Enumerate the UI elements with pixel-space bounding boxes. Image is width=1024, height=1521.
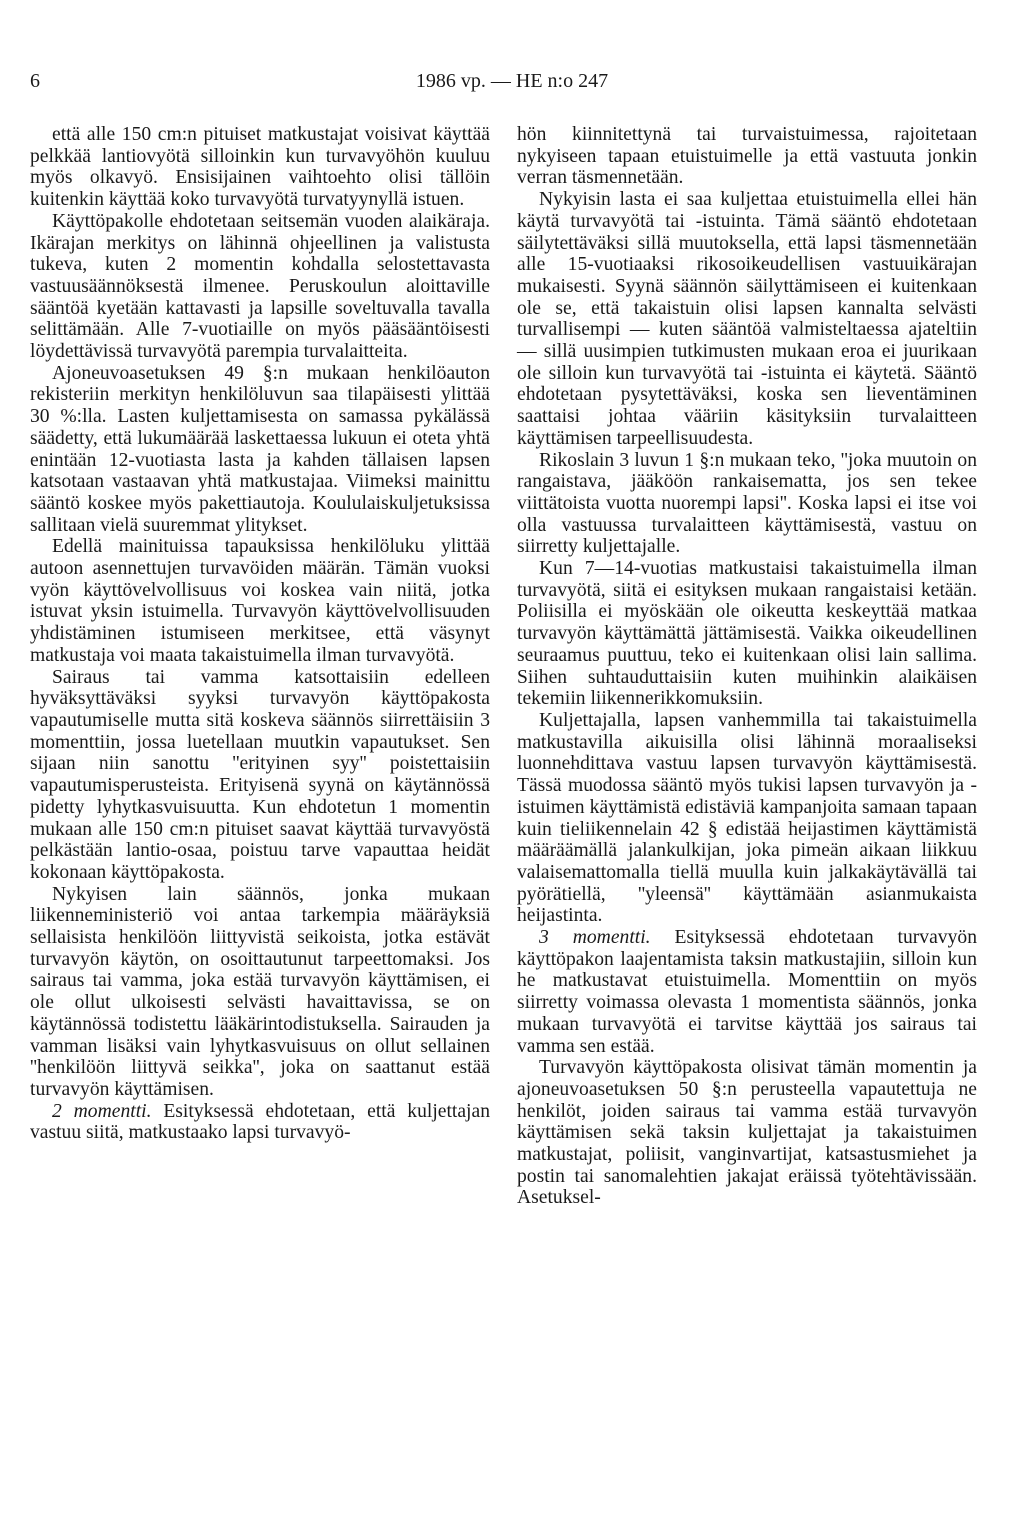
paragraph-text: hön kiinnitettynä tai turvaistuimessa, rajoitetaan nykyiseen tapaan etuistuimelle ja että vastuuta jonkin verran täsmennetään.	[517, 124, 977, 189]
paragraph-text: Esityksessä ehdotetaan, että kuljettajan vastuu siitä, matkustaako lapsi turvavyö-	[30, 1100, 490, 1144]
paragraph-text: että alle 150 cm:n pituiset matkustajat voisivat käyttää pelkkää lantiovyötä silloinkin kun turvavyöhön kuuluu myös olkavyö. Ensisijainen vaihtoehto olisi tällöin kuitenkin käyttää koko turvavyötä turvatyynyllä istuen.	[30, 124, 490, 211]
paragraph	[517, 558, 977, 710]
section-lead: 2 momentti.	[52, 1100, 152, 1122]
paragraph	[30, 1101, 490, 1144]
paragraph	[517, 124, 977, 189]
paragraph-text: Turvavyön käyttöpakosta olisivat tämän momentin ja ajoneuvoasetuksen 50 §:n perusteella vapautettuja ne henkilöt, joiden sairaus tai vamma estää turvavyön käyttämisen sekä taksin kuljettajat ja takaistuimen matkustajat, poliisit, vanginvartijat, katsastusmiehet ja postin tai sanomalehtien jakajat eräissä työtehtävissään. Asetuksel-	[517, 1057, 977, 1209]
paragraph	[30, 667, 490, 884]
paragraph	[30, 124, 490, 211]
right-column	[517, 124, 977, 1209]
paragraph-text: Nykyisin lasta ei saa kuljettaa etuistuimella ellei hän käytä turvavyötä tai -istuinta. Tämä sääntö ehdotetaan säilytettäväksi sillä muutoksella, että lapsi täsmennetään alle 15-vuotiaaksi rikosoikeudellisen vastuuikärajan mukaisesti. Syynä säännön säilyttämiseen ei kuitenkaan ole se, että takaistuin olisi lapsen kannalta selvästi turvallisempi — kuten sääntöä valmisteltaessa ajateltiin — sillä uusimpien tutkimusten mukaan eroa ei juurikaan ole silloin kun turvavyötä tai -istuinta ei käytetä. Sääntö ehdotetaan pysytettäväksi, koska sen lieventäminen saattaisi johtaa vääriin käsityksiin turvalaitteen käyttämisen tarpeellisuudesta.	[517, 189, 977, 449]
page-number: 6	[30, 70, 40, 92]
left-column	[30, 124, 490, 1144]
paragraph-text: Kun 7—14-vuotias matkustaisi takaistuimella ilman turvavyötä, siitä ei esityksen mukaan rangaistaisi ketään. Poliisilla ei myöskään ole oikeutta keskeyttää matkaa turvavyön käyttämättä jättämisestä. Vaikka oikeudellinen seuraamus puuttuu, teko ei kuitenkaan olisi lain sallima. Siihen suhtauduttaisiin kuten muihinkin alaikäisen tekemiin liikennerikkomuksiin.	[517, 558, 977, 710]
paragraph-text: Kuljettajalla, lapsen vanhemmilla tai takaistuimella matkustavilla aikuisilla olisi lähinnä moraaliseksi luonnehdittava vastuu lapsen turvavyön käyttämisestä. Tässä muodossa sääntö myös tukisi lapsen turvavyön ja -istuimen käyttämistä edistäviä kampanjoita samaan tapaan kuin tieliikennelain 42 § edistää heijastimen käyttämistä määräämällä jalankulkijan, joka pimeän aikaan liikkuu valaisemattomalla tiellä muulla kuin jalkakäytävällä tai pyörätiellä, ''yleensä'' käyttämään asianmukaista heijastinta.	[517, 709, 977, 927]
paragraph	[30, 884, 490, 1101]
paragraph	[517, 927, 977, 1057]
paragraph-text: Nykyisen lain säännös, jonka mukaan liikenneministeriö voi antaa tarkempia määräyksiä sellaisista henkilöön liittyvistä seikoista, jotka estävät turvavyön käytön, on osoittautunut tarpeettomaksi. Jos sairaus tai vamma, joka estää turvavyön käyttämisen, ei ole ollut ulkoisesti selvästi havaittavissa, se on käytännössä todistettu lääkärintodistuksella. Sairauden ja vamman lisäksi vain lyhytkasvuisuus on ollut sellainen ''henkilöön liittyvä seikka'', joka on saattanut estää turvavyön käyttämisen.	[30, 883, 490, 1100]
paragraph-text: Esityksessä ehdotetaan turvavyön käyttöpakon laajentamista taksin matkustajiin, silloin kun he matkustavat etuistuimella. Momenttiin on myös siirretty voimassa olevasta 1 momentista säännös, jonka mukaan turvavyötä ei tarvitse käyttää jos sairaus tai vamma sen estää.	[517, 927, 977, 1057]
paragraph	[517, 710, 977, 927]
paragraph	[30, 363, 490, 537]
paragraph-text: Edellä mainituissa tapauksissa henkilöluku ylittää autoon asennettujen turvavöiden määrän. Tämän vuoksi vyön käyttövelvollisuus voi koskea vain niitä, jotka istuvat yksin istuimella. Turvavyön käyttövelvollisuuden yhdistäminen istumiseen merkitsee, että väsynyt matkustaja voi maata takaistuimella ilman turvavyötä.	[30, 536, 490, 666]
paragraph-text: Käyttöpakolle ehdotetaan seitsemän vuoden alaikäraja. Ikärajan merkitys on lähinnä ohjeellinen ja valistusta tukeva, kuten 2 momentin kohdalla selostettavasta vastuusäännöksestä ilmenee. Peruskoulun aloittaville sääntöä kyetään kattavasti ja lapsille soveltuvalla tavalla selittämään. Alle 7-vuotiaille on myös pääsääntöisesti löydettävissä turvavyötä parempia turvalaitteita.	[30, 210, 490, 363]
paragraph-text: Ajoneuvoasetuksen 49 §:n mukaan henkilöauton rekisteriin merkityn henkilöluvun saa tilapäisesti ylittää 30 %:lla. Lasten kuljettamisesta on samassa pykälässä säädetty, että lukumäärää laskettaessa lukuun ei oteta yhtä enintään 12-vuotiasta lasta ja kahden tällaisen lapsen katsotaan vastaavan yhtä matkustajaa. Viimeksi mainittu sääntö koskee myös pakettiautoja. Koululaiskuljetuksissa sallitaan vielä suuremmat ylitykset.	[30, 362, 490, 536]
section-lead: 3 momentti.	[539, 927, 651, 949]
paragraph-text: Rikoslain 3 luvun 1 §:n mukaan teko, ''joka muutoin on rangaistava, jääköön rankaisematta, jos sen tekee viittätoista vuotta nuorempi lapsi''. Koska lapsi ei itse voi olla vastuussa turvalaitteen käyttämisestä, vastuu on siirretty kuljettajalle.	[517, 449, 977, 558]
paragraph	[517, 189, 977, 449]
paragraph-text: Sairaus tai vamma katsottaisiin edelleen hyväksyttäväksi syyksi turvavyön käyttöpakosta vapautumiselle mutta sitä koskeva säännös siirrettäisiin 3 momenttiin, jossa luetellaan muutkin vapautukset. Sen sijaan niin sanottu ''erityinen syy'' poistettaisiin vapautumisperusteista. Erityisenä syynä on käytännössä pidetty lyhytkasvuisuutta. Kun ehdotetun 1 momentin mukaan alle 150 cm:n pituiset saavat käyttää turvavyöstä pelkästään lantio-osaa, poistuu tarve vapauttaa heidät kokonaan käyttöpakosta.	[30, 666, 490, 883]
running-head: 1986 vp. — HE n:o 247	[415, 70, 609, 92]
paragraph	[30, 211, 490, 363]
paragraph	[517, 1057, 977, 1209]
paragraph	[30, 536, 490, 666]
paragraph	[517, 450, 977, 559]
page-header	[30, 70, 994, 100]
